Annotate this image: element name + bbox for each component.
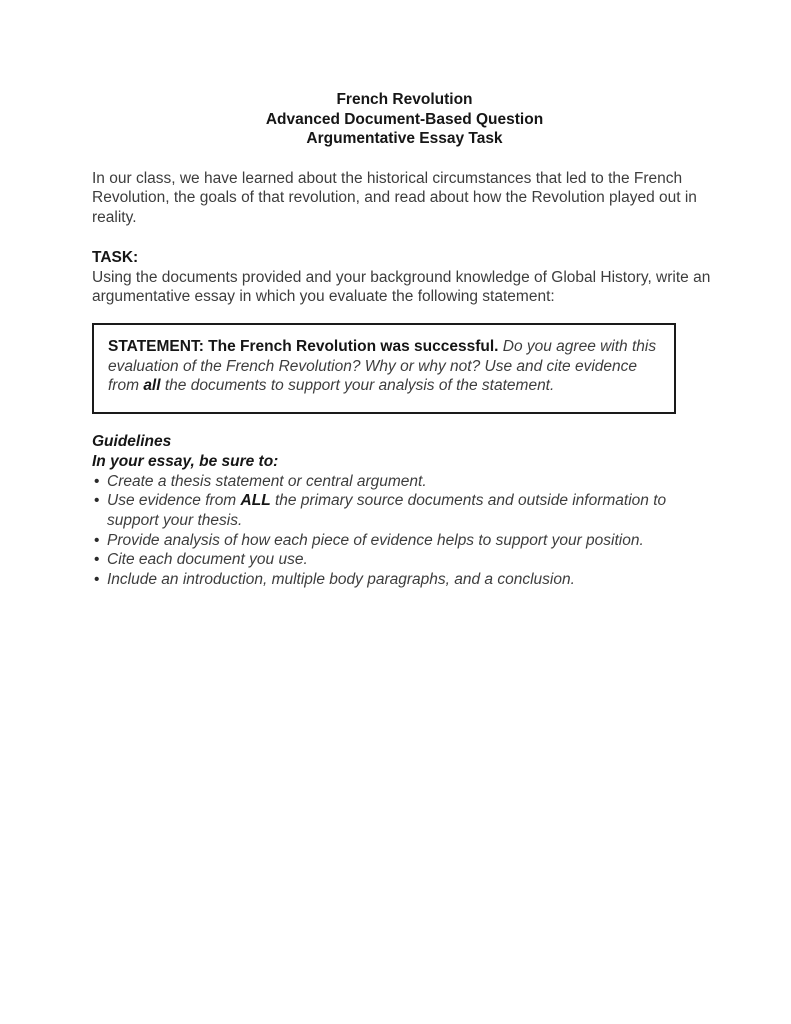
statement-emphasis-word: all bbox=[143, 377, 161, 395]
guidelines-subheading: In your essay, be sure to: bbox=[92, 452, 279, 470]
task-label: TASK: bbox=[92, 248, 139, 266]
list-item bbox=[92, 570, 717, 590]
list-item-emphasis: ALL bbox=[240, 492, 271, 510]
title-line-3: Argumentative Essay Task bbox=[306, 130, 503, 148]
list-item bbox=[92, 531, 717, 551]
title-line-1: French Revolution bbox=[336, 91, 473, 108]
title-line-2: Advanced Document-Based Question bbox=[265, 110, 544, 128]
guidelines-list bbox=[92, 472, 717, 590]
task-section bbox=[92, 248, 717, 307]
bullet-icon: • bbox=[94, 492, 100, 510]
bullet-icon: • bbox=[94, 551, 100, 569]
bullet-icon: • bbox=[94, 472, 100, 490]
list-item bbox=[92, 550, 717, 570]
statement-box bbox=[92, 323, 676, 414]
list-item bbox=[92, 472, 717, 492]
bullet-icon: • bbox=[94, 531, 100, 549]
intro-paragraph: In our class, we have learned about the historical circumstances that led to the French Revolution, the goals of that revolution, and read about how the Revolution played out in reality. bbox=[92, 169, 697, 227]
list-item-text-post: the primary source documents and outside information to support your thesis. bbox=[107, 492, 667, 529]
task-body: Using the documents provided and your background knowledge of Global History, write an argumentative essay in which you evaluate the following statement: bbox=[92, 268, 711, 306]
list-item bbox=[92, 491, 717, 530]
bullet-icon: • bbox=[94, 571, 100, 589]
list-item-text-pre: Use evidence from bbox=[107, 492, 237, 510]
statement-text bbox=[108, 337, 660, 396]
guidelines-section bbox=[92, 432, 717, 590]
statement-question: Do you agree with this evaluation of the French Revolution? Why or why not? Use and cite evidence from bbox=[108, 338, 657, 395]
list-item-text: Cite each document you use. bbox=[107, 551, 308, 569]
statement-closing: the documents to support your analysis of the statement. bbox=[164, 377, 555, 395]
document-title bbox=[92, 90, 717, 149]
list-item-text: Provide analysis of how each piece of evidence helps to support your position. bbox=[107, 531, 644, 549]
statement-lead: STATEMENT: The French Revolution was successful. bbox=[108, 338, 499, 355]
guidelines-heading: Guidelines bbox=[92, 433, 172, 451]
list-item-text: Include an introduction, multiple body paragraphs, and a conclusion. bbox=[107, 571, 575, 589]
list-item-text: Create a thesis statement or central argument. bbox=[107, 472, 427, 490]
